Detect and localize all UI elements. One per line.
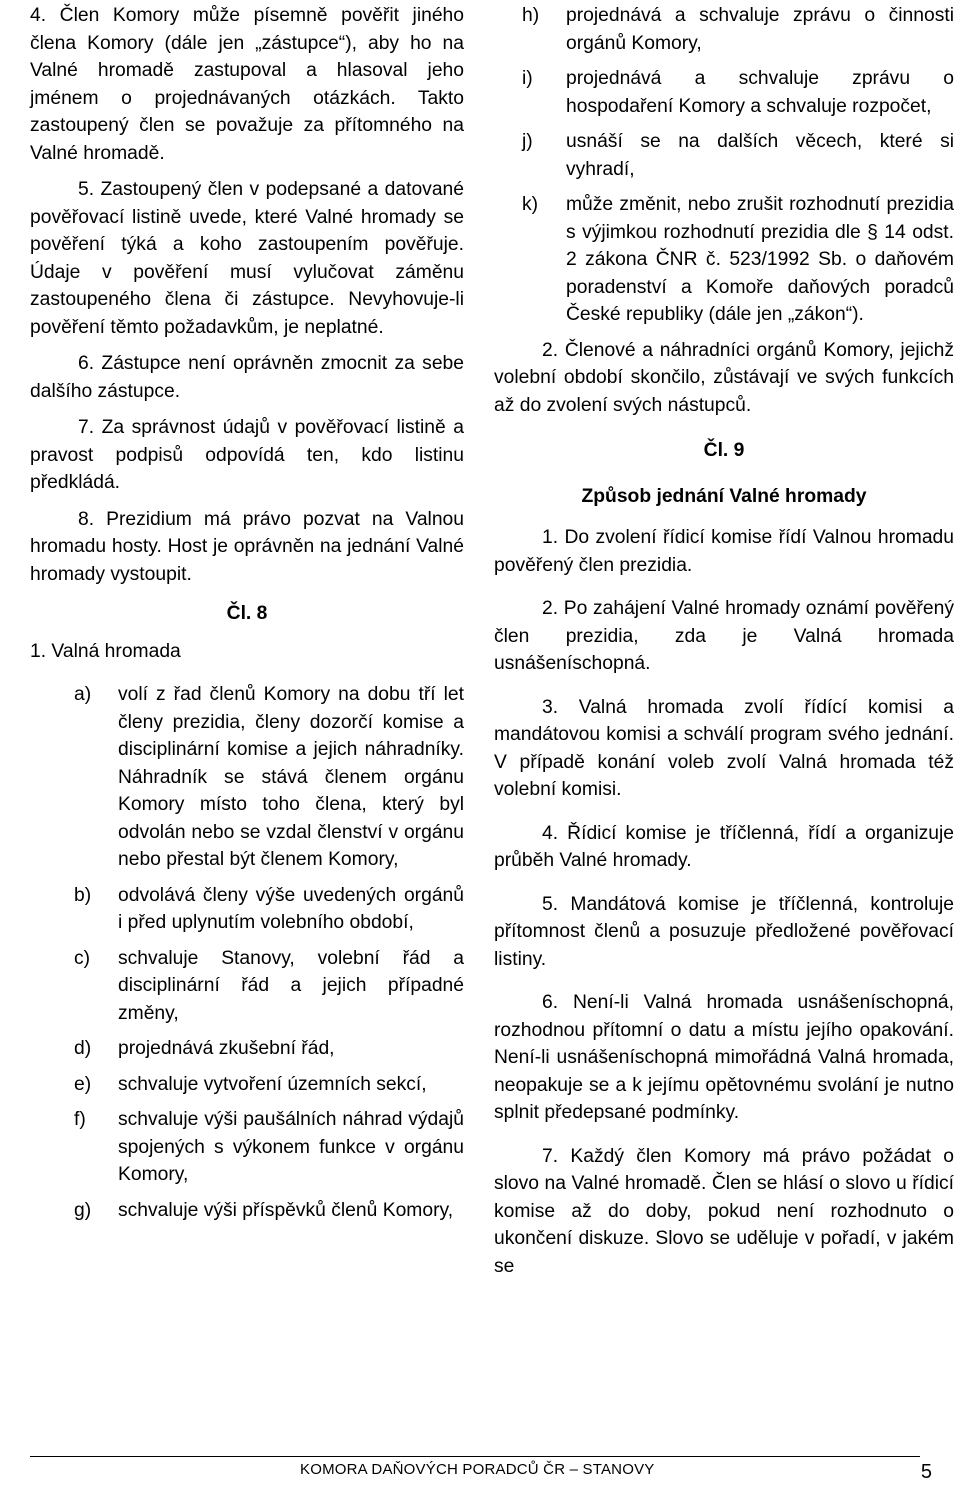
- paragraph-8: 8. Prezidium má právo pozvat na Valnou hromadu hosty. Host je oprávněn na jednání Valné hromady vystoupit.: [30, 508, 464, 585]
- article-9-title: Způsob jednání Valné hromady: [581, 485, 867, 507]
- article-9-paragraph-1: 1. Do zvolení řídicí komise řídí Valnou hromadu pověřený člen prezidia.: [494, 527, 954, 576]
- article-8-subitems-left: [30, 681, 464, 1224]
- list-item: d) projednává zkušební řád,: [74, 1038, 335, 1059]
- footer-rule: [30, 1456, 920, 1457]
- page-number: 5: [920, 1461, 932, 1483]
- list-item: h) projednává a schvaluje zprávu o činnosti orgánů Komory,: [522, 5, 954, 54]
- list-item: k) může změnit, nebo zrušit rozhodnutí prezidia s výjimkou rozhodnutí prezidia dle § 14 odst. 2 zákona ČNR č. 523/1992 Sb. o daňovém poradenství a Komoře daňových poradců České republiky (dále jen „zákon“).: [522, 194, 954, 325]
- article-9-paragraph-7: 7. Každý člen Komory má právo požádat o slovo na Valné hromadě. Člen se hlásí o slovo u řídicí komise až do doby, pokud není rozhodnuto o ukončení diskuze. Slovo se uděluje v pořadí, v jakém se: [494, 1145, 954, 1277]
- list-item: i) projednává a schvaluje zprávu o hospodaření Komory a schvaluje rozpočet,: [522, 68, 954, 117]
- article-8-heading: Čl. 8: [226, 603, 268, 624]
- paragraph-6: 6. Zástupce není oprávněn zmocnit za sebe dalšího zástupce.: [30, 353, 464, 402]
- article-9-paragraph-4: 4. Řídicí komise je tříčlenná, řídí a organizuje průběh Valné hromady.: [494, 822, 954, 871]
- article-9-paragraph-5: 5. Mandátová komise je tříčlenná, kontroluje přítomnost členů a posuzuje předložené pověřovací listiny.: [494, 893, 954, 970]
- article-9-paragraph-6: 6. Není-li Valná hromada usnášeníschopná, rozhodnou přítomní o datu a místu jejího opakování. Není-li usnášeníschopná mimořádná Valná hromada, neopakuje se a k jejímu opětovnému svolání je nutno splnit předepsané podmínky.: [494, 992, 954, 1123]
- list-item: a) volí z řad členů Komory na dobu tří let členy prezidia, členy dozorčí komise a disciplinární komise a jejich náhradníky. Náhradník se stává členem orgánu Komory místo toho člena, který byl odvolán nebo se vzdal členství v orgánu nebo přestal být členem Komory,: [74, 684, 464, 870]
- paragraph-5: 5. Zastoupený člen v podepsané a datované pověřovací listině uvede, které Valné hromady se pověření týká a koho zastoupením pověřuje. Údaje v pověření musí vylučovat záměnu zastoupeného člena či zástupce. Nevyhovuje-li pověření těmto požadavkům, je neplatné.: [30, 179, 464, 338]
- paragraph-4: 4. Člen Komory může písemně pověřit jiného člena Komory (dále jen „zástupce“), aby ho na Valné hromadě zastupoval a hlasoval jeho jménem o projednávaných otázkách. Takto zastoupený člen se považuje za přítomného na Valné hromadě.: [30, 5, 464, 164]
- list-item: f) schvaluje výši paušálních náhrad výdajů spojených s výkonem funkce v orgánu Komory,: [74, 1109, 464, 1185]
- list-item: b) odvolává členy výše uvedených orgánů i před uplynutím volebního období,: [74, 884, 464, 933]
- article-8-item-1: 1. Valná hromada: [30, 640, 181, 662]
- article-9-paragraph-3: 3. Valná hromada zvolí řídící komisi a mandátovou komisi a schválí program svého jednání. V případě konání voleb zvolí Valná hromada též volební komisi.: [494, 696, 954, 800]
- left-column: [30, 2, 464, 1232]
- article-8-paragraph-2: 2. Členové a náhradníci orgánů Komory, jejichž volební období skončilo, zůstávají ve svých funkcích až do zvolení svých nástupců.: [494, 339, 954, 416]
- article-8-subitems-right: [450, 2, 954, 329]
- right-column: [494, 2, 954, 1280]
- list-item: e) schvaluje vytvoření územních sekcí,: [74, 1073, 427, 1095]
- article-9-paragraph-2: 2. Po zahájení Valné hromady oznámí pověřený člen prezidia, zda je Valná hromada usnášeníschopná.: [494, 598, 954, 674]
- article-9-heading: Čl. 9: [703, 440, 745, 461]
- list-item: g) schvaluje výši příspěvků členů Komory,: [74, 1199, 454, 1221]
- paragraph-7: 7. Za správnost údajů v pověřovací listině a pravost podpisů odpovídá ten, kdo listinu předkládá.: [30, 417, 464, 493]
- list-item: j) usnáší se na dalších věcech, které si vyhradí,: [522, 131, 954, 180]
- footer-organization: KOMORA DAŇOVÝCH PORADCŮ ČR – STANOVY: [300, 1461, 655, 1478]
- list-item: c) schvaluje Stanovy, volební řád a disciplinární řád a jejich případné změny,: [74, 947, 464, 1024]
